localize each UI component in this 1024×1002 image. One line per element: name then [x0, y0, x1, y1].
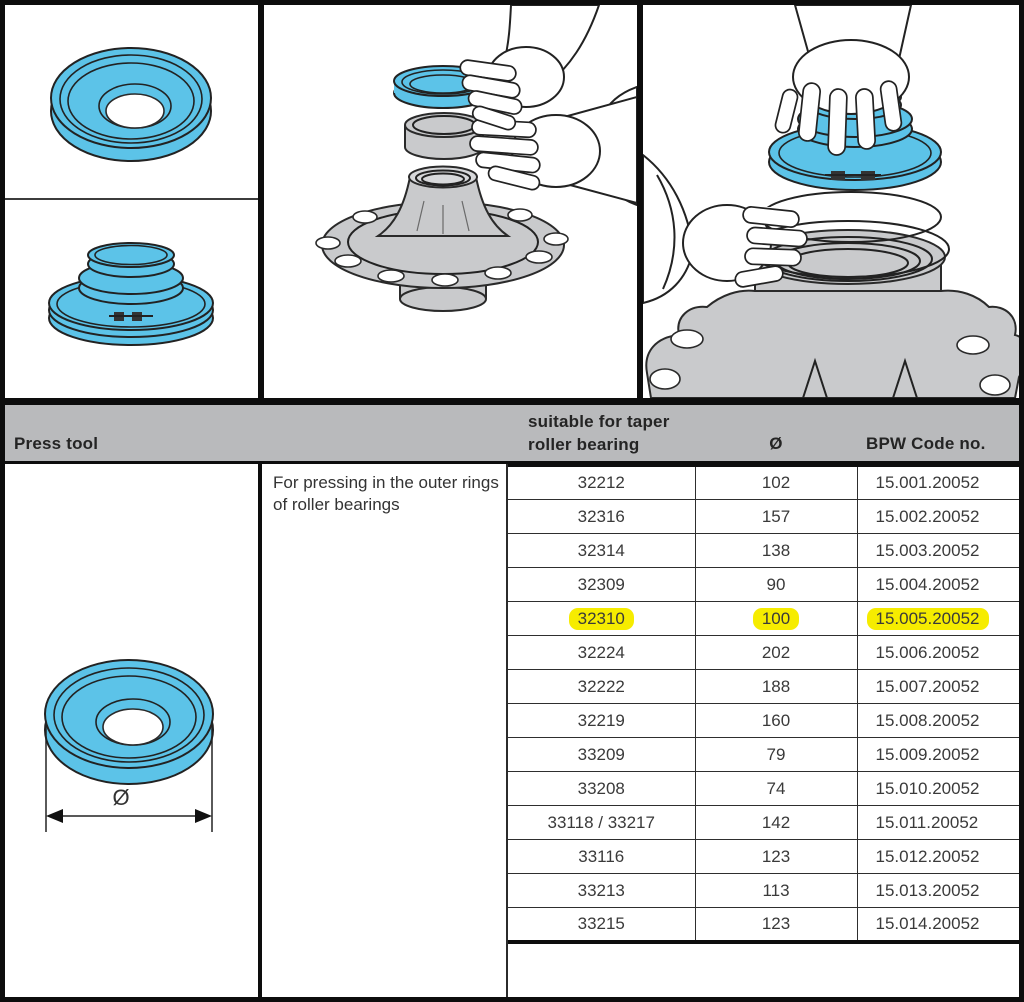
cell-code: 15.005.20052 — [857, 602, 1019, 636]
cell-code: 15.009.20052 — [857, 738, 1019, 772]
table-row — [508, 568, 1019, 602]
press-tool-views-column — [5, 5, 264, 398]
press-tool-ring-drawing — [5, 5, 258, 198]
press-tool-ring-illustration — [5, 5, 258, 200]
cell-bearing: 33215 — [508, 908, 695, 942]
cell-bearing: 32314 — [508, 534, 695, 568]
description-text: For pressing in the outer rings of roller bearings — [273, 473, 499, 514]
table-row — [508, 772, 1019, 806]
press-tool-diameter-illustration — [5, 464, 262, 997]
cell-bearing: 32224 — [508, 636, 695, 670]
description-cell — [262, 464, 508, 997]
cell-diameter: 142 — [695, 806, 857, 840]
cell-diameter: 102 — [695, 466, 857, 500]
diameter-column-header: Ø — [769, 434, 783, 453]
cell-diameter: 202 — [695, 636, 857, 670]
cell-diameter: 123 — [695, 840, 857, 874]
table-row — [508, 840, 1019, 874]
section-divider — [5, 398, 1019, 405]
table-header-band — [5, 405, 1019, 464]
cell-bearing: 33208 — [508, 772, 695, 806]
cell-code: 15.010.20052 — [857, 772, 1019, 806]
cell-code: 15.007.20052 — [857, 670, 1019, 704]
cell-bearing: 32309 — [508, 568, 695, 602]
cell-bearing: 32310 — [508, 602, 695, 636]
cell-bearing: 32316 — [508, 500, 695, 534]
press-tool-column-header: Press tool — [14, 434, 99, 453]
suitable-header-line2: roller bearing — [528, 435, 640, 454]
cell-code: 15.006.20052 — [857, 636, 1019, 670]
cell-diameter: 74 — [695, 772, 857, 806]
cell-bearing: 33209 — [508, 738, 695, 772]
cell-diameter: 100 — [695, 602, 857, 636]
cell-bearing: 33213 — [508, 874, 695, 908]
cell-code: 15.012.20052 — [857, 840, 1019, 874]
bearing-table-body — [508, 466, 1019, 942]
press-tool-stepped-drawing — [5, 200, 258, 396]
table-row — [508, 874, 1019, 908]
bearing-placement-illustration — [264, 5, 643, 398]
press-tool-usage-illustration — [643, 5, 1019, 398]
diameter-symbol-label: Ø — [112, 785, 130, 810]
cell-diameter: 160 — [695, 704, 857, 738]
table-row — [508, 806, 1019, 840]
cell-diameter: 90 — [695, 568, 857, 602]
table-row — [508, 908, 1019, 942]
cell-bearing: 33116 — [508, 840, 695, 874]
bearing-table — [508, 464, 1019, 944]
cell-code: 15.008.20052 — [857, 704, 1019, 738]
cell-bearing: 33118 / 33217 — [508, 806, 695, 840]
suitable-column-header — [528, 410, 670, 456]
cell-code: 15.004.20052 — [857, 568, 1019, 602]
table-row — [508, 466, 1019, 500]
press-tool-usage-drawing — [643, 5, 1019, 398]
cell-diameter: 138 — [695, 534, 857, 568]
cell-code: 15.002.20052 — [857, 500, 1019, 534]
cell-code: 15.013.20052 — [857, 874, 1019, 908]
suitable-header-line1: suitable for taper — [528, 412, 670, 431]
cell-diameter: 157 — [695, 500, 857, 534]
table-row — [508, 602, 1019, 636]
content-area — [5, 464, 1019, 997]
cell-code: 15.003.20052 — [857, 534, 1019, 568]
diameter-dimension-drawing — [5, 464, 258, 997]
table-row — [508, 704, 1019, 738]
press-tool-stepped-illustration — [5, 200, 258, 396]
table-row — [508, 636, 1019, 670]
cell-diameter: 113 — [695, 874, 857, 908]
cell-bearing: 32212 — [508, 466, 695, 500]
cell-diameter: 188 — [695, 670, 857, 704]
table-row — [508, 670, 1019, 704]
cell-code: 15.014.20052 — [857, 908, 1019, 942]
table-row — [508, 500, 1019, 534]
code-column-header: BPW Code no. — [866, 434, 986, 453]
table-row — [508, 738, 1019, 772]
cell-bearing: 32219 — [508, 704, 695, 738]
cell-diameter: 79 — [695, 738, 857, 772]
cell-bearing: 32222 — [508, 670, 695, 704]
illustration-strip — [5, 5, 1019, 398]
cell-code: 15.011.20052 — [857, 806, 1019, 840]
table-row — [508, 534, 1019, 568]
bearing-placement-drawing — [264, 5, 637, 398]
cell-diameter: 123 — [695, 908, 857, 942]
cell-code: 15.001.20052 — [857, 466, 1019, 500]
